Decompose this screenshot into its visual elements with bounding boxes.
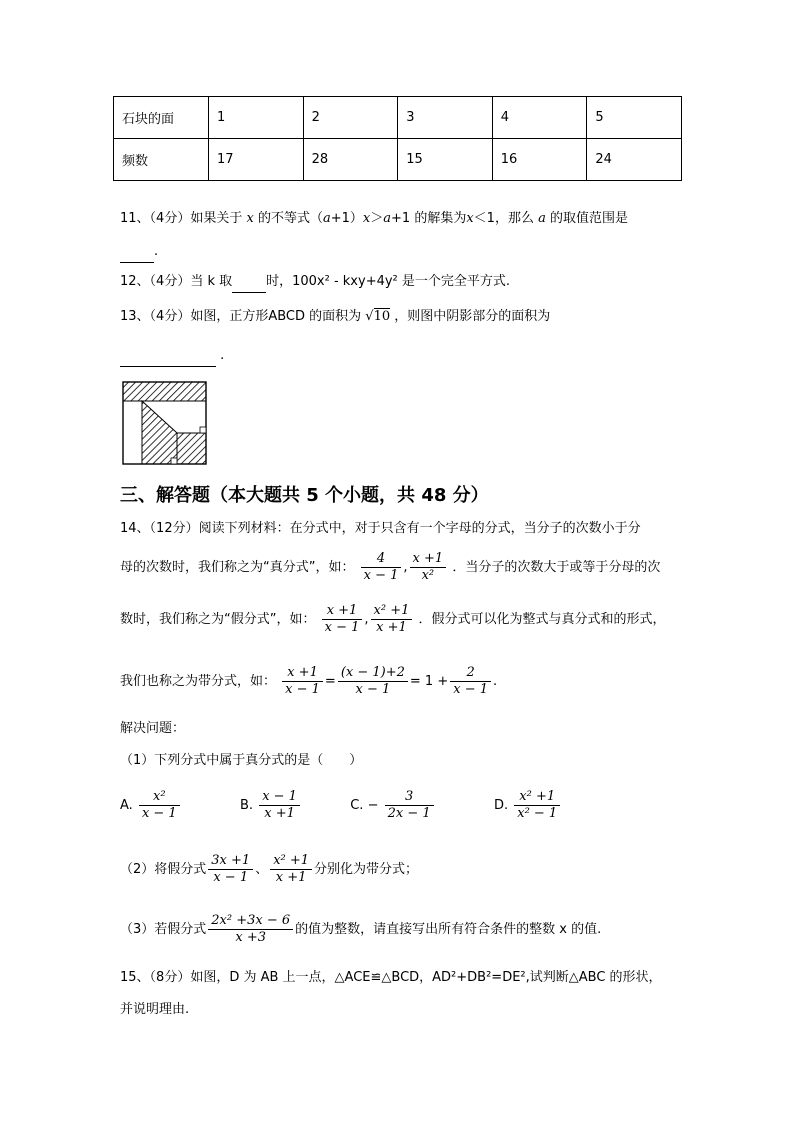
option-d[interactable]: D. $\frac{\text{x² +1}}{\text{x² − 1}}$ [494, 798, 562, 813]
option-b[interactable]: B. $\frac{x - 1}{x +1}$ [240, 798, 302, 813]
frequency-table [113, 96, 682, 181]
solve-heading: 解决问题： [120, 721, 186, 736]
question-14-part3: （3）若假分式 $\frac{\text{2x² +3x − 6}}{x +3}$ 的值为整数，请直接写出所有符合条件的整数 x 的值. [120, 913, 602, 945]
table-cell: 2 [303, 97, 398, 139]
question-12: 12、（4分）当 k 取 时，100x² ‑ kxy+4y² 是一个完全平方式. [120, 272, 510, 293]
sqrt-expression: √10 [365, 309, 391, 324]
fraction: $\frac{x +1}{x - 1}$ [282, 665, 323, 698]
option-c[interactable]: C. − $\frac{3}{2x - 1}$ [350, 798, 435, 813]
fraction: $\frac{x +1}{\text{x²}}$ [410, 551, 447, 584]
table-cell: 频数 [114, 139, 209, 181]
answer-blank[interactable] [232, 272, 266, 293]
fraction: $\frac{3x +1}{x - 1}$ [208, 853, 253, 886]
fraction: $\frac{\text{x² +1}}{x +1}$ [371, 603, 413, 636]
answer-blank[interactable] [120, 242, 154, 263]
fraction: $\frac{2}{x - 1}$ [450, 665, 491, 698]
table-cell: 3 [398, 97, 493, 139]
table-row [114, 97, 682, 139]
table-row [114, 139, 682, 181]
question-14-part1: （1）下列分式中属于真分式的是（ ） [120, 753, 363, 768]
table-cell: 16 [492, 139, 587, 181]
table-cell: 1 [209, 97, 304, 139]
question-14-line4: 我们也称之为带分式，如： $\frac{x +1}{x - 1}$ = $\frac{(x - 1)+2}{x - 1}$ = 1 + $\frac{2}{x - 1}$ . [120, 665, 498, 697]
fraction: $\frac{x +1}{x - 1}$ [322, 603, 363, 636]
fraction: $\frac{3}{2x - 1}$ [385, 789, 434, 822]
table-cell: 24 [587, 139, 682, 181]
question-13-blank: . [120, 346, 224, 367]
fraction: $\frac{\text{x² +1}}{x +1}$ [270, 853, 312, 886]
question-14-line3: 数时，我们称之为“假分式”，如： $\frac{x +1}{x - 1}$ , $\frac{\text{x² +1}}{x +1}$ ．假分式可以化为整式与真分式和的形式， [120, 603, 666, 635]
fraction: $\frac{x - 1}{x +1}$ [259, 789, 300, 822]
option-a[interactable]: A. $\frac{\text{x²}}{x - 1}$ [120, 798, 182, 813]
table-cell: 4 [492, 97, 587, 139]
answer-options [120, 786, 562, 826]
question-15-line2: 并说明理由. [120, 1002, 190, 1017]
table-cell: 17 [209, 139, 304, 181]
table-cell: 15 [398, 139, 493, 181]
fraction: $\frac{\text{x² +1}}{\text{x² − 1}}$ [514, 789, 560, 822]
question-11: 11、（4分）如果关于 x 的不等式（a+1）x＞a+1 的解集为x＜1，那么 a 的取值范围是 [120, 211, 629, 226]
question-13: 13、（4分）如图，正方形ABCD 的面积为 √10 ，则图中阴影部分的面积为 [120, 309, 551, 324]
fraction: $\frac{\text{2x² +3x − 6}}{x +3}$ [208, 913, 293, 946]
question-11-blank: . [120, 242, 158, 263]
table-cell: 石块的面 [114, 97, 209, 139]
table-cell: 5 [587, 97, 682, 139]
fraction: $\frac{(x - 1)+2}{x - 1}$ [338, 665, 408, 698]
square-figure [122, 381, 208, 465]
table-cell: 28 [303, 139, 398, 181]
question-15-line1: 15、（8分）如图，D 为 AB 上一点，△ACE≌△BCD，AD²+DB²=DE²,试判断△ABC 的形状， [120, 970, 662, 985]
section-heading: 三、解答题（本大题共 5 个小题，共 48 分） [120, 485, 489, 506]
answer-blank[interactable] [120, 346, 216, 367]
fraction: $\frac{\text{x²}}{x - 1}$ [139, 789, 180, 822]
fraction: $\frac{4}{x - 1}$ [361, 551, 402, 584]
question-14-part2: （2）将假分式 $\frac{3x +1}{x - 1}$ 、 $\frac{\text{x² +1}}{x +1}$ 分别化为带分式； [120, 853, 419, 885]
question-14-line2: 母的次数时，我们称之为“真分式”，如： $\frac{4}{x - 1}$ , $\frac{x +1}{\text{x²}}$ ．当分子的次数大于或等于分母的次 [120, 551, 661, 583]
question-14-line1: 14、（12分）阅读下列材料：在分式中，对于只含有一个字母的分式，当分子的次数小于分 [120, 521, 641, 536]
